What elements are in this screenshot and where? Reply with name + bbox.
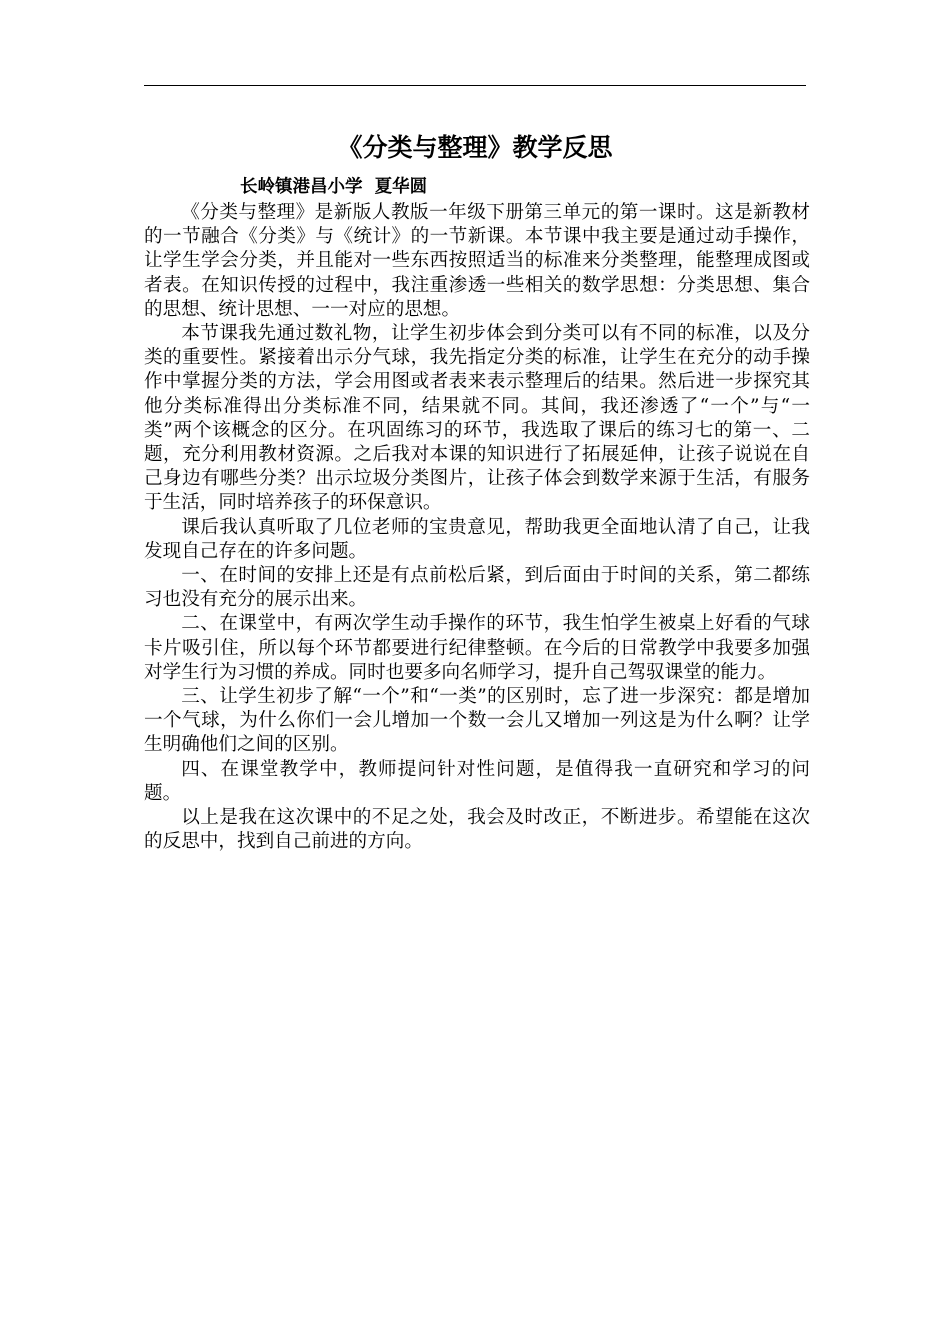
paragraph-feedback: 课后我认真听取了几位老师的宝贵意见，帮助我更全面地认清了自己，让我发现自己存在的许多问题。 [144,516,810,562]
document-body [144,201,810,854]
paragraph-lesson-process: 本节课我先通过数礼物，让学生初步体会到分类可以有不同的标准，以及分类的重要性。紧接着出示分气球，我先指定分类的标准，让学生在充分的动手操作中掌握分类的方法，学会用图或者表来表示整理后的结果。然后进一步探究其他分类标准得出分类标准不同，结果就不同。其间，我还渗透了“一个”与“一类”两个该概念的区分。在巩固练习的环节，我选取了课后的练习七的第一、二题，充分利用教材资源。之后我对本课的知识进行了拓展延伸，让孩子说说在自己身边有哪些分类？出示垃圾分类图片，让孩子体会到数学来源于生活，有服务于生活，同时培养孩子的环保意识。 [144,323,810,514]
paragraph-issue-discipline: 二、在课堂中，有两次学生动手操作的环节，我生怕学生被桌上好看的气球卡片吸引住，所以每个环节都要进行纪律整顿。在今后的日常教学中我要多加强对学生行为习惯的养成。同时也要多向名师学习，提升自己驾驭课堂的能力。 [144,613,810,683]
document-title: 《分类与整理》教学反思 [337,133,613,162]
paragraph-issue-questions: 四、在课堂教学中，教师提问针对性问题，是值得我一直研究和学习的问题。 [144,758,810,804]
paragraph-conclusion: 以上是我在这次课中的不足之处，我会及时改正，不断进步。希望能在这次的反思中，找到自己前进的方向。 [144,807,810,853]
paragraph-intro: 《分类与整理》是新版人教版一年级下册第三单元的第一课时。这是新教材的一节融合《分类》与《统计》的一节新课。本节课中我主要是通过动手操作，让学生学会分类，并且能对一些东西按照适当的标准来分类整理，能整理成图或者表。在知识传授的过程中，我注重渗透一些相关的数学思想：分类思想、集合的思想、统计思想、一一对应的思想。 [144,202,810,320]
document-author: 长岭镇港昌小学 夏华圆 [240,177,428,197]
paragraph-issue-time: 一、在时间的安排上还是有点前松后紧，到后面由于时间的关系，第二都练习也没有充分的展示出来。 [144,565,810,611]
header-rule [144,85,806,86]
paragraph-issue-concepts: 三、让学生初步了解“一个”和“一类”的区别时，忘了进一步深究：都是增加一个气球，为什么你们一会儿增加一个数一会儿又增加一列这是为什么啊？让学生明确他们之间的区别。 [144,686,810,756]
